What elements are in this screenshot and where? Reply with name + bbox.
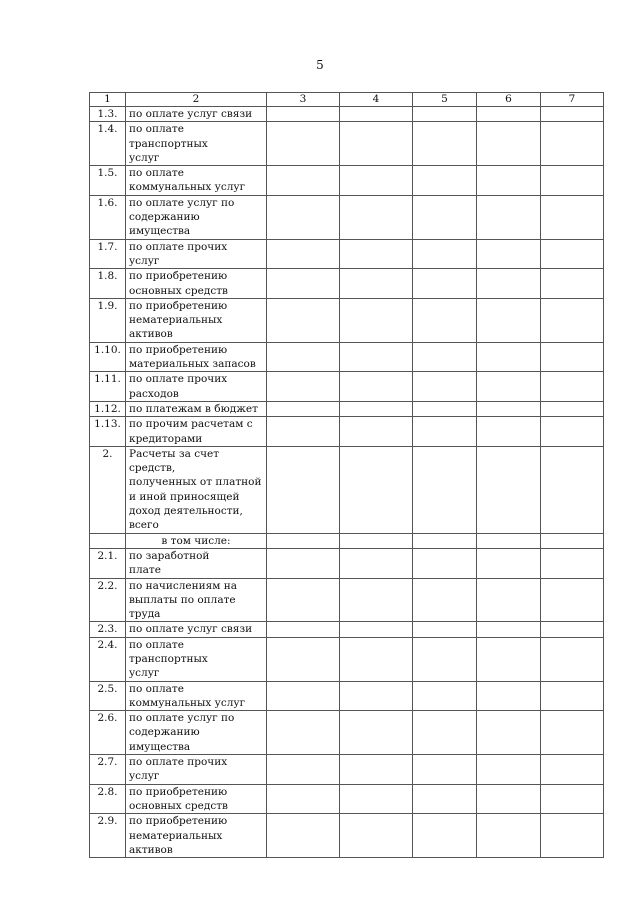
value-cell	[477, 195, 541, 239]
value-cell	[541, 622, 604, 637]
row-description: по заработной плате	[126, 548, 267, 578]
value-cell	[541, 681, 604, 711]
value-cell	[267, 401, 340, 416]
table-row	[90, 814, 604, 858]
value-cell	[541, 755, 604, 785]
value-cell	[413, 814, 477, 858]
value-cell	[477, 578, 541, 622]
value-cell	[541, 195, 604, 239]
table-row	[90, 195, 604, 239]
value-cell	[541, 784, 604, 814]
row-description: по оплате услуг по содержанию имущества	[126, 711, 267, 755]
value-cell	[541, 372, 604, 402]
row-description: по оплате услуг по содержанию имущества	[126, 195, 267, 239]
table-row	[90, 298, 604, 342]
value-cell	[413, 755, 477, 785]
page-number: 5	[316, 58, 324, 72]
row-description: по оплате прочих расходов	[126, 372, 267, 402]
value-cell	[340, 637, 413, 681]
value-cell	[413, 166, 477, 196]
value-cell	[413, 533, 477, 548]
table-row	[90, 622, 604, 637]
table-row	[90, 107, 604, 122]
row-description: по приобретению нематериальных активов	[126, 814, 267, 858]
row-description: по платежам в бюджет	[126, 401, 267, 416]
value-cell	[340, 122, 413, 166]
row-description: Расчеты за счет средств, полученных от платной и иной приносящей доход деятельности, всего	[126, 446, 267, 533]
row-description: по приобретению основных средств	[126, 269, 267, 299]
value-cell	[267, 239, 340, 269]
row-number: 1.6.	[90, 195, 126, 239]
value-cell	[541, 548, 604, 578]
report-table	[89, 92, 604, 858]
value-cell	[413, 195, 477, 239]
table-row	[90, 637, 604, 681]
value-cell	[477, 107, 541, 122]
value-cell	[340, 711, 413, 755]
row-description: по оплате прочих услуг	[126, 755, 267, 785]
row-number: 2.7.	[90, 755, 126, 785]
row-description: по оплате услуг связи	[126, 622, 267, 637]
value-cell	[541, 417, 604, 447]
row-number: 2.	[90, 446, 126, 533]
value-cell	[340, 446, 413, 533]
value-cell	[340, 622, 413, 637]
value-cell	[340, 372, 413, 402]
value-cell	[267, 446, 340, 533]
value-cell	[340, 681, 413, 711]
header-cell: 5	[413, 93, 477, 107]
row-number: 2.5.	[90, 681, 126, 711]
value-cell	[267, 784, 340, 814]
row-description: в том числе:	[126, 533, 267, 548]
value-cell	[267, 533, 340, 548]
value-cell	[267, 681, 340, 711]
value-cell	[541, 166, 604, 196]
value-cell	[413, 622, 477, 637]
value-cell	[267, 269, 340, 299]
value-cell	[340, 548, 413, 578]
value-cell	[541, 814, 604, 858]
header-cell: 3	[267, 93, 340, 107]
table-row	[90, 122, 604, 166]
value-cell	[477, 681, 541, 711]
value-cell	[267, 755, 340, 785]
value-cell	[477, 814, 541, 858]
value-cell	[340, 533, 413, 548]
row-description: по оплате транспортных услуг	[126, 122, 267, 166]
row-number: 1.10.	[90, 342, 126, 372]
table-row	[90, 533, 604, 548]
value-cell	[267, 637, 340, 681]
value-cell	[541, 107, 604, 122]
row-number: 1.3.	[90, 107, 126, 122]
row-description: по оплате коммунальных услуг	[126, 681, 267, 711]
value-cell	[413, 239, 477, 269]
value-cell	[340, 784, 413, 814]
table-row	[90, 578, 604, 622]
row-description: по оплате коммунальных услуг	[126, 166, 267, 196]
value-cell	[340, 195, 413, 239]
value-cell	[541, 446, 604, 533]
row-description: по оплате прочих услуг	[126, 239, 267, 269]
value-cell	[340, 755, 413, 785]
header-cell: 2	[126, 93, 267, 107]
value-cell	[477, 711, 541, 755]
row-number: 1.9.	[90, 298, 126, 342]
row-number: 1.5.	[90, 166, 126, 196]
value-cell	[267, 298, 340, 342]
table-row	[90, 755, 604, 785]
header-row	[90, 93, 604, 107]
value-cell	[413, 548, 477, 578]
value-cell	[413, 401, 477, 416]
value-cell	[267, 342, 340, 372]
value-cell	[340, 298, 413, 342]
row-description: по оплате транспортных услуг	[126, 637, 267, 681]
value-cell	[267, 122, 340, 166]
header-cell: 7	[541, 93, 604, 107]
value-cell	[340, 107, 413, 122]
value-cell	[541, 122, 604, 166]
table-row	[90, 166, 604, 196]
row-description: по приобретению нематериальных активов	[126, 298, 267, 342]
value-cell	[541, 578, 604, 622]
value-cell	[477, 755, 541, 785]
table-row	[90, 372, 604, 402]
value-cell	[267, 195, 340, 239]
row-number: 1.13.	[90, 417, 126, 447]
row-number: 1.8.	[90, 269, 126, 299]
value-cell	[340, 269, 413, 299]
value-cell	[413, 578, 477, 622]
value-cell	[413, 637, 477, 681]
value-cell	[413, 122, 477, 166]
row-description: по начислениям на выплаты по оплате труда	[126, 578, 267, 622]
value-cell	[413, 784, 477, 814]
row-number: 1.7.	[90, 239, 126, 269]
value-cell	[477, 166, 541, 196]
row-number: 2.9.	[90, 814, 126, 858]
value-cell	[477, 622, 541, 637]
value-cell	[413, 446, 477, 533]
value-cell	[340, 814, 413, 858]
value-cell	[267, 548, 340, 578]
value-cell	[477, 446, 541, 533]
value-cell	[413, 711, 477, 755]
table-row	[90, 269, 604, 299]
table-row	[90, 548, 604, 578]
value-cell	[267, 166, 340, 196]
header-cell: 6	[477, 93, 541, 107]
value-cell	[340, 417, 413, 447]
value-cell	[267, 107, 340, 122]
value-cell	[477, 784, 541, 814]
value-cell	[267, 622, 340, 637]
value-cell	[267, 372, 340, 402]
value-cell	[477, 342, 541, 372]
row-number: 2.1.	[90, 548, 126, 578]
table-row	[90, 239, 604, 269]
value-cell	[477, 533, 541, 548]
value-cell	[340, 239, 413, 269]
row-number: 1.11.	[90, 372, 126, 402]
value-cell	[413, 417, 477, 447]
value-cell	[413, 342, 477, 372]
value-cell	[267, 711, 340, 755]
value-cell	[477, 637, 541, 681]
value-cell	[541, 401, 604, 416]
row-number	[90, 533, 126, 548]
header-cell: 1	[90, 93, 126, 107]
value-cell	[541, 533, 604, 548]
table-row	[90, 681, 604, 711]
row-description: по прочим расчетам с кредиторами	[126, 417, 267, 447]
row-number: 2.4.	[90, 637, 126, 681]
value-cell	[267, 417, 340, 447]
table-row	[90, 784, 604, 814]
table-row	[90, 342, 604, 372]
value-cell	[541, 711, 604, 755]
value-cell	[541, 239, 604, 269]
table-row	[90, 446, 604, 533]
value-cell	[413, 269, 477, 299]
table-row	[90, 401, 604, 416]
value-cell	[541, 637, 604, 681]
value-cell	[477, 548, 541, 578]
row-number: 2.3.	[90, 622, 126, 637]
row-number: 2.2.	[90, 578, 126, 622]
row-number: 2.8.	[90, 784, 126, 814]
row-description: по приобретению основных средств	[126, 784, 267, 814]
value-cell	[267, 814, 340, 858]
row-description: по оплате услуг связи	[126, 107, 267, 122]
value-cell	[340, 342, 413, 372]
value-cell	[477, 239, 541, 269]
value-cell	[413, 681, 477, 711]
row-number: 2.6.	[90, 711, 126, 755]
value-cell	[340, 578, 413, 622]
table-row	[90, 417, 604, 447]
value-cell	[477, 401, 541, 416]
value-cell	[477, 298, 541, 342]
row-number: 1.12.	[90, 401, 126, 416]
row-description: по приобретению материальных запасов	[126, 342, 267, 372]
table-row	[90, 711, 604, 755]
value-cell	[541, 342, 604, 372]
value-cell	[477, 372, 541, 402]
row-number: 1.4.	[90, 122, 126, 166]
report-table-body	[90, 93, 604, 858]
value-cell	[477, 417, 541, 447]
header-cell: 4	[340, 93, 413, 107]
value-cell	[477, 122, 541, 166]
value-cell	[541, 298, 604, 342]
value-cell	[541, 269, 604, 299]
value-cell	[340, 401, 413, 416]
value-cell	[413, 372, 477, 402]
value-cell	[340, 166, 413, 196]
value-cell	[267, 578, 340, 622]
value-cell	[413, 298, 477, 342]
value-cell	[477, 269, 541, 299]
value-cell	[413, 107, 477, 122]
